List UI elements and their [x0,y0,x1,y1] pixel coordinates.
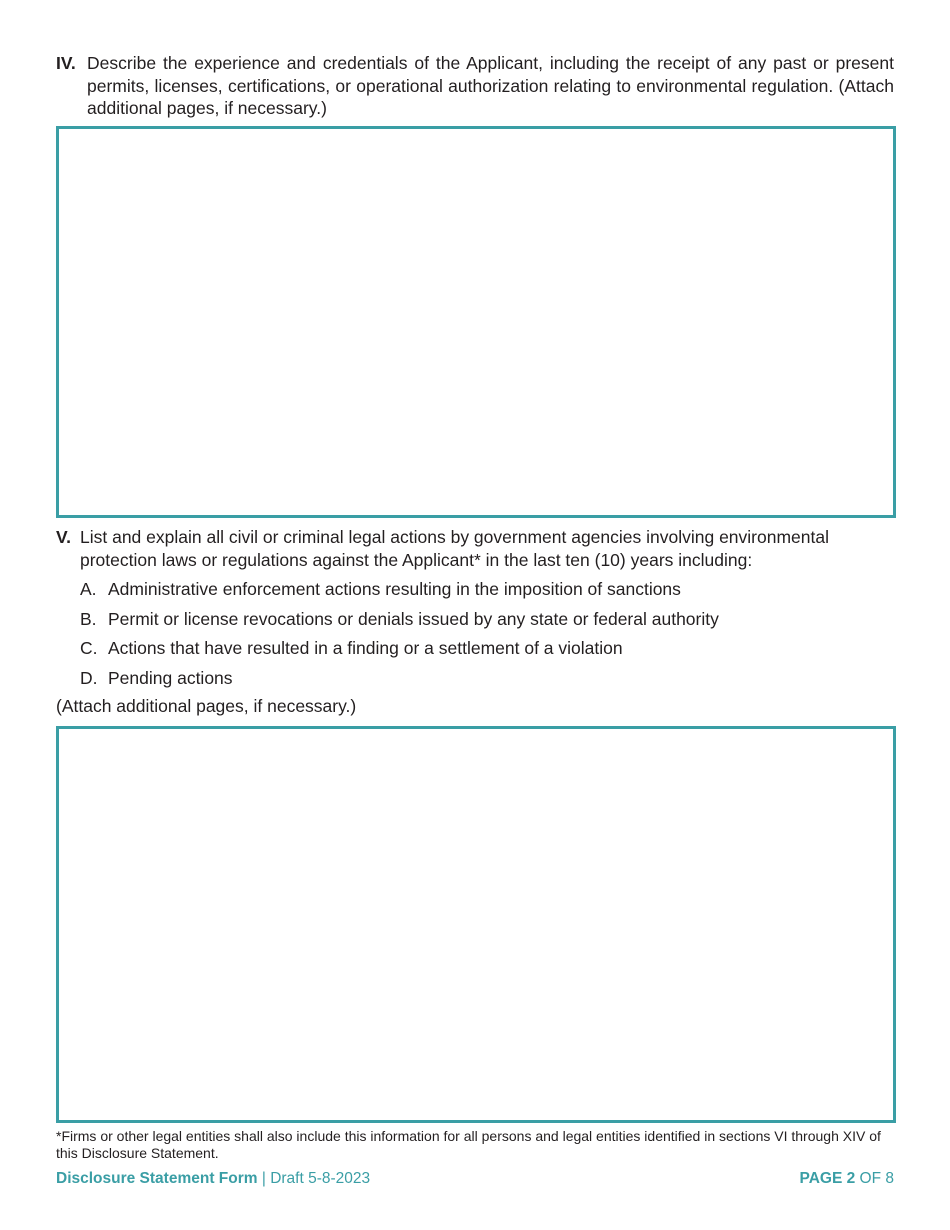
section-iv-answer-field[interactable] [56,126,896,518]
section-v-question [56,526,894,571]
section-v-paragraph [56,526,894,571]
section-iv-number: IV. [56,53,76,73]
footer-of-label: OF [859,1170,882,1187]
section-v-text: List and explain all civil or criminal legal actions by government agencies involving environmental protection laws or regulations against the Applicant* in the last ten (10) years including: [80,527,829,570]
list-item [80,578,880,608]
section-v-answer-field[interactable] [56,726,896,1123]
list-item-text: Pending actions [108,667,233,688]
list-item [80,667,880,697]
footer-page-number: 2 [846,1170,856,1187]
section-iv-text: Describe the experience and credentials of the Applicant, including the receipt of any past or present permits, licenses, certifications, or operational authorization relating to environmental regulation. (Attach additional pages, if necessary.) [87,53,894,118]
section-iv-paragraph [56,52,894,120]
section-v-number: V. [56,527,71,547]
footer-page-label: PAGE [799,1170,843,1187]
list-item-letter: B. [80,608,97,629]
section-iv-question [56,52,894,120]
footer-page-indicator [800,1169,895,1189]
list-item [80,608,880,638]
section-v-attach-note: (Attach additional pages, if necessary.) [56,696,357,716]
footer-page-total: 8 [885,1170,894,1187]
footer-draft: Draft 5-8-2023 [270,1170,371,1187]
list-item-text: Permit or license revocations or denials issued by any state or federal authority [108,608,719,629]
list-item-letter: D. [80,667,98,688]
footnote: *Firms or other legal entities shall also include this information for all persons and legal entities identified in sections VI through XIV of this Disclosure Statement. [56,1128,881,1161]
footer-form-name: Disclosure Statement Form [56,1170,258,1187]
footer-form-info [56,1169,370,1189]
list-item [80,637,880,667]
list-item-letter: A. [80,579,97,599]
list-item-text: Actions that have resulted in a finding or a settlement of a violation [108,638,623,658]
footer-separator: | [257,1170,271,1187]
list-item-letter: C. [80,638,98,658]
section-v-items-list [80,578,880,696]
list-item-text: Administrative enforcement actions resulting in the imposition of sanctions [108,579,681,599]
